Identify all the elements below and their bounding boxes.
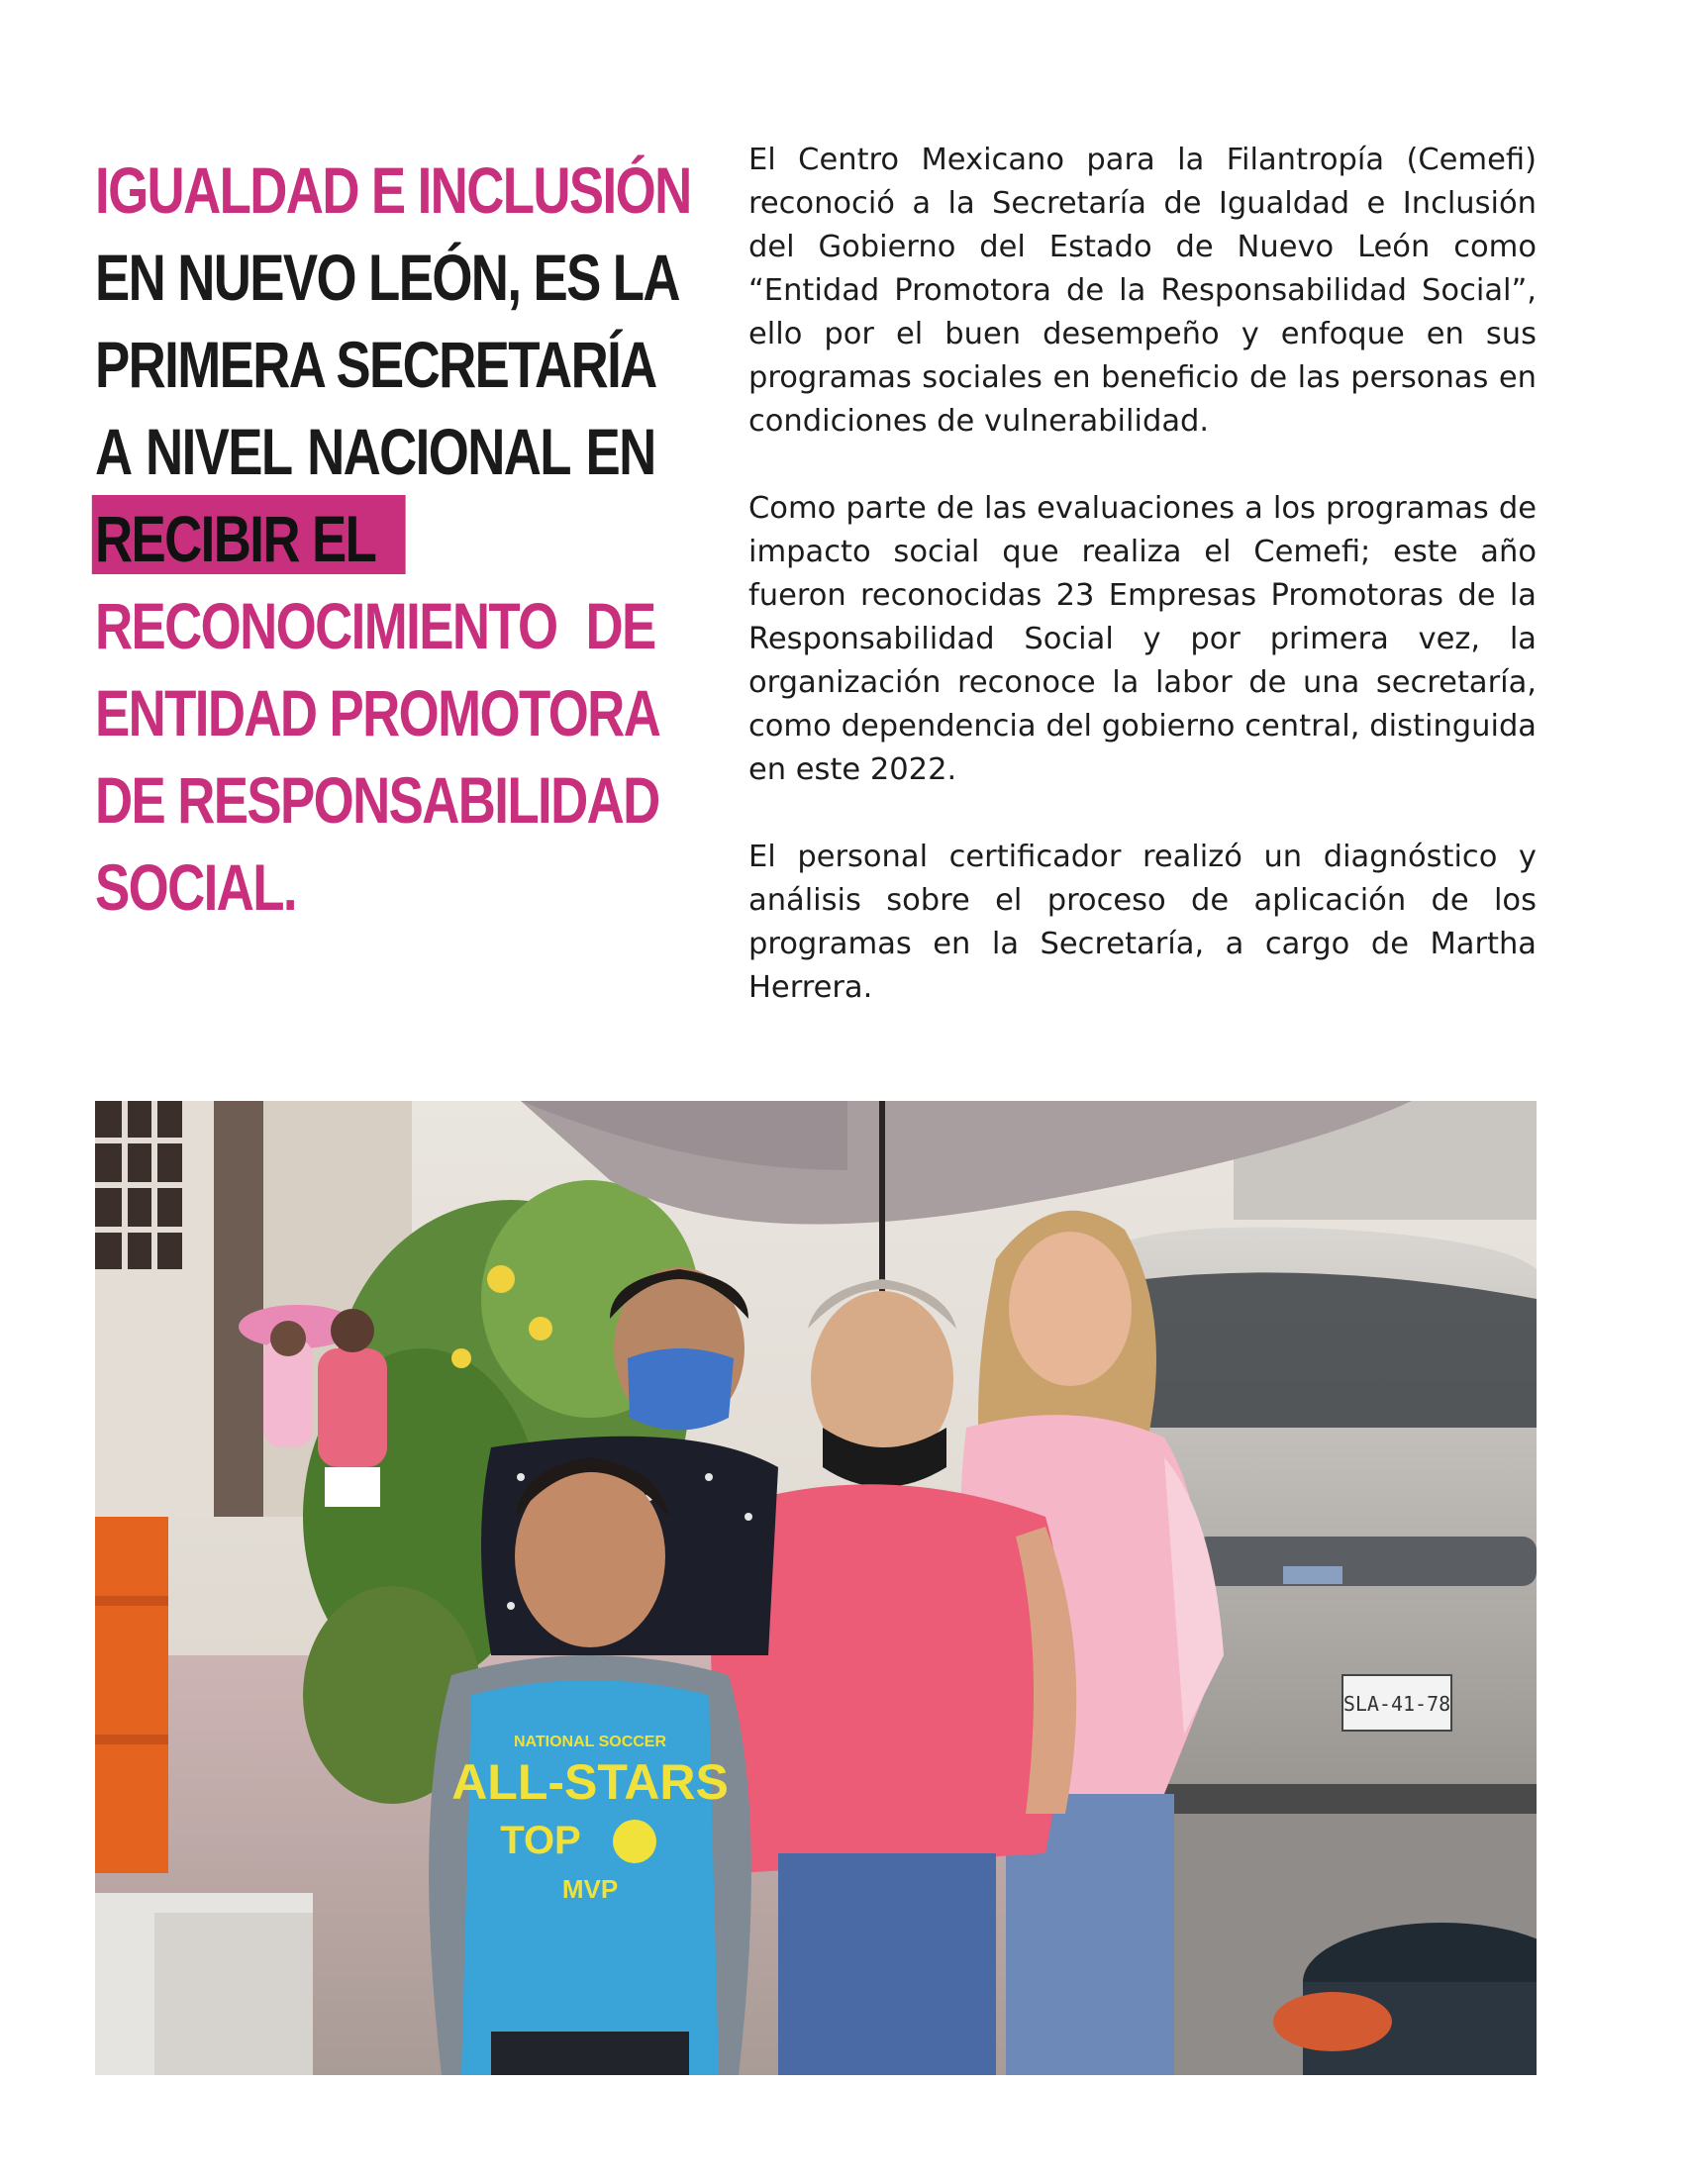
headline-line: RECONOCIMIENTO DE bbox=[95, 589, 655, 662]
highlighted-phrase-text: RECIBIR EL bbox=[92, 495, 406, 574]
headline-line: EN NUEVO LEÓN, ES LA bbox=[95, 241, 679, 314]
body-paragraph: El personal certificador realizó un diagnóstico y análisis sobre el proceso de aplicación de los programas en la Secretaría, a cargo de Martha Herrera. bbox=[748, 840, 1537, 1005]
headline-line: SOCIAL. bbox=[95, 850, 296, 924]
photo-illustration bbox=[95, 1101, 1537, 2075]
group-photo bbox=[95, 1101, 1537, 2075]
shirt-text: MVP bbox=[561, 1874, 619, 1904]
article-body bbox=[748, 139, 1537, 1053]
body-paragraph: Como parte de las evaluaciones a los programas de impacto social que realiza el Cemefi; este año fueron reconocidas 23 Empresas Promotoras de la Responsabilidad Social y por primera vez, la organización reconoce la labor de una secretaría, como dependencia del gobierno central, distinguida en este 2022. bbox=[748, 491, 1537, 787]
headline-line: IGUALDAD E INCLUSIÓN bbox=[95, 153, 691, 227]
headline-line: DE RESPONSABILIDAD bbox=[95, 763, 659, 837]
headline-line: A NIVEL NACIONAL EN bbox=[95, 415, 655, 488]
shirt-text: TOP bbox=[500, 1819, 581, 1862]
shirt-text: ALL-STARS bbox=[451, 1754, 729, 1810]
license-plate-text: SLA-41-78 bbox=[1342, 1692, 1451, 1716]
body-paragraph: El Centro Mexicano para la Filantropía (Cemefi) reconoció a la Secretaría de Igualdad e Inclusión del Gobierno del Estado de Nuevo León como “Entidad Promotora de la Responsabilidad Social”, ello por el buen desempeño y enfoque en sus programas sociales en beneficio de las personas en condiciones de vulnerabilidad. bbox=[748, 143, 1537, 439]
shirt-text: NATIONAL SOCCER bbox=[513, 1734, 667, 1750]
headline-line: ENTIDAD PROMOTORA bbox=[95, 676, 660, 749]
highlighted-phrase bbox=[95, 495, 544, 582]
headline bbox=[95, 147, 691, 931]
headline-line: PRIMERA SECRETARÍA bbox=[95, 328, 656, 401]
